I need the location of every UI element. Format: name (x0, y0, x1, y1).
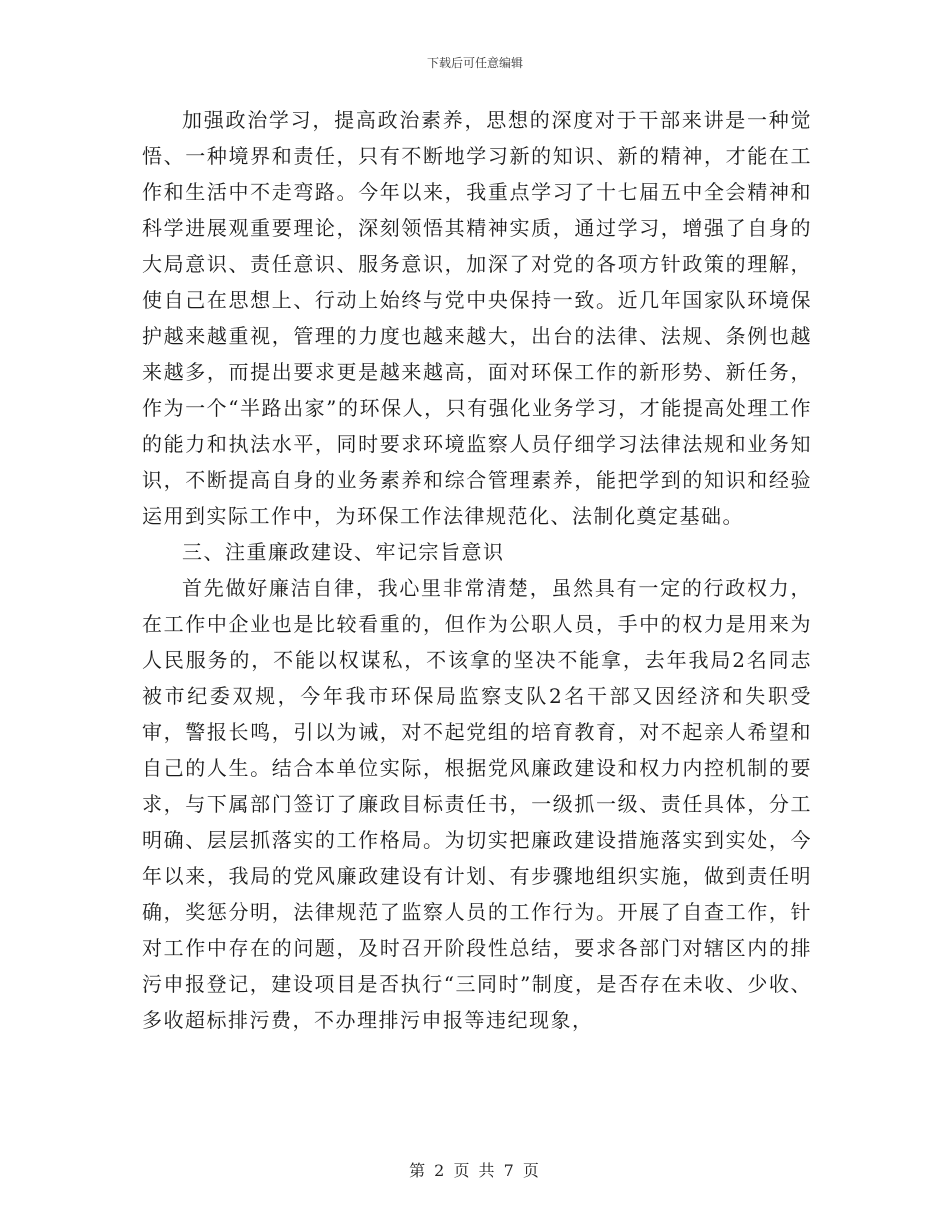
section-heading-integrity: 三、注重廉政建设、牢记宗旨意识 (182, 540, 505, 564)
paragraph-integrity: 首先做好廉洁自律，我心里非常清楚，虽然具有一定的行政权力，在工作中企业也是比较看重的，但作为公职人员，手中的权力是用来为人民服务的，不能以权谋私，不该拿的坚决不能拿，去年我局2名同志被市纪委双规，今年我市环保局监察支队2名干部又因经济和失职受审，警报长鸣，引以为诫，对不起党组的培育教育，对不起亲人希望和自己的人生。结合本单位实际，根据党风廉政建设和权力内控机制的要求，与下属部门签订了廉政目标责任书，一级抓一级、责任具体，分工明确、层层抓落实的工作格局。为切实把廉政建设措施落实到实处，今年以来，我局的党风廉政建设有计划、有步骤地组织实施，做到责任明确，奖惩分明，法律规范了监察人员的工作行为。开展了自查工作，针对工作中存在的问题，及时召开阶段性总结，要求各部门对辖区内的排污申报登记，建设项目是否执行“三同时”制度，是否存在未收、少收、多收超标排污费，不办理排污申报等违纪现象， (142, 576, 812, 1032)
page-number: 第 2 页 共 7 页 (409, 1161, 541, 1180)
document-body (142, 102, 812, 1038)
paragraph-political-study: 加强政治学习，提高政治素养，思想的深度对于干部来讲是一种觉悟、一种境界和责任，只有不断地学习新的知识、新的精神，才能在工作和生活中不走弯路。今年以来，我重点学习了十七届五中全会精神和科学进展观重要理论，深刻领悟其精神实质，通过学习，增强了自身的大局意识、责任意识、服务意识，加深了对党的各项方针政策的理解，使自己在思想上、行动上始终与党中央保持一致。近几年国家队环境保护越来越重视，管理的力度也越来越大，出台的法律、法规、条例也越来越多，而提出要求更是越来越高，面对环保工作的新形势、新任务，作为一个“半路出家”的环保人，只有强化业务学习，才能提高处理工作的能力和执法水平，同时要求环境监察人员仔细学习法律法规和业务知识，不断提高自身的业务素养和综合管理素养，能把学到的知识和经验运用到实际工作中，为环保工作法律规范化、法制化奠定基础。 (142, 108, 812, 528)
page-header: 下载后可任意编辑 (426, 56, 523, 70)
